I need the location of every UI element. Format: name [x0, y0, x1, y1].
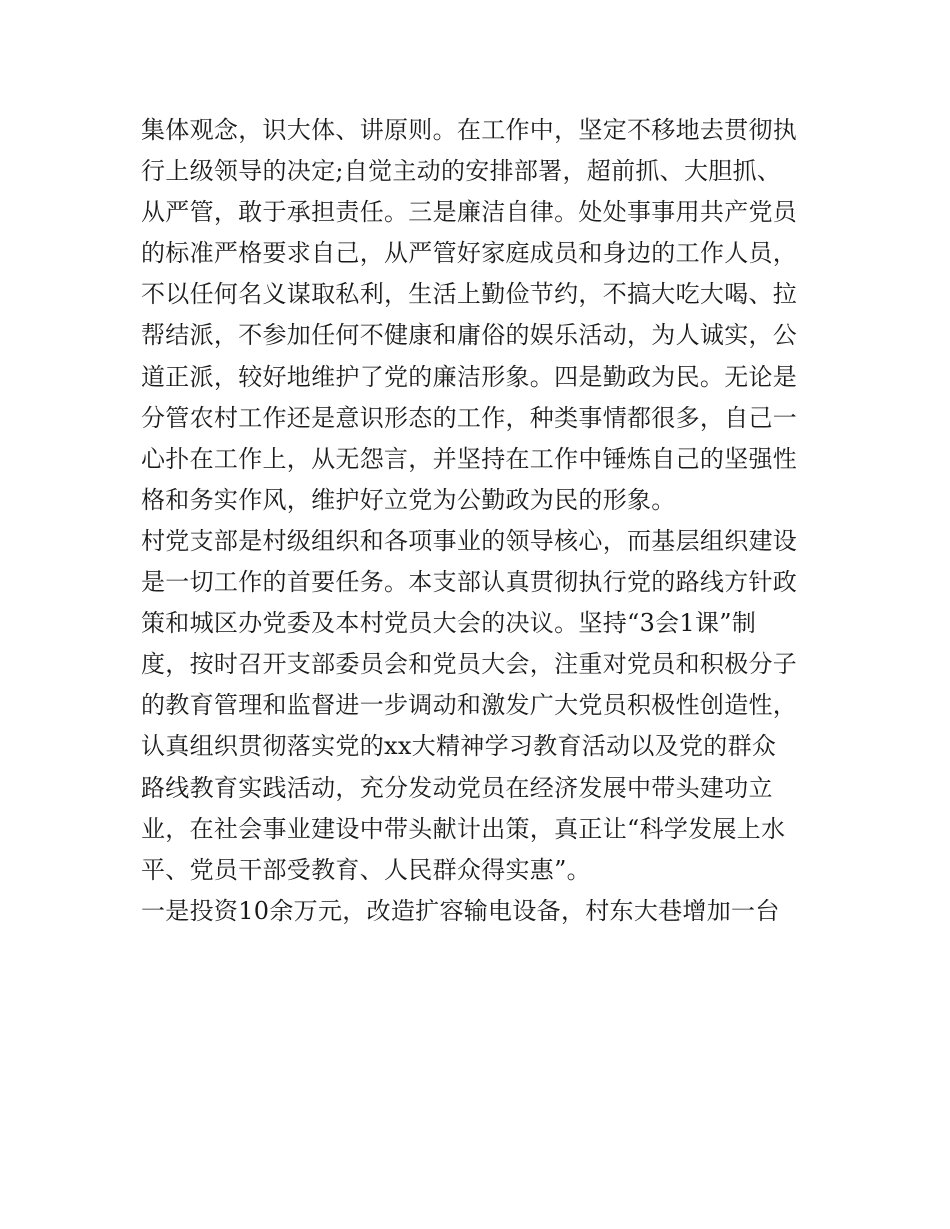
text-line: 策和城区办党委及本村党员大会的决议。坚持“3会1课”制 [141, 609, 757, 638]
text-line: 从严管，敢于承担责任。三是廉洁自律。处处事事用共产党员 [141, 198, 798, 227]
text-line: 帮结派，不参加任何不健康和庸俗的娱乐活动，为人诚实，公 [141, 321, 798, 350]
text-line: 分管农村工作还是意识形态的工作，种类事情都很多，自己一 [141, 403, 798, 432]
text-line: 道正派，较好地维护了党的廉洁形象。四是勤政为民。无论是 [141, 362, 798, 391]
text-line: 集体观念，识大体、讲原则。在工作中，坚定不移地去贯彻执 [141, 116, 798, 144]
text-line: 路线教育实践活动，充分发动党员在经济发展中带头建功立 [141, 773, 773, 802]
text-line: 的教育管理和监督进一步调动和激发广大党员积极性创造性， [141, 691, 798, 720]
text-line: 行上级领导的决定;自觉主动的安排部署，超前抓、大胆抓、 [141, 157, 782, 186]
document-body [141, 110, 821, 932]
text-line: 不以任何名义谋取私利，生活上勤俭节约，不搞大吃大喝、拉 [141, 280, 798, 309]
text-line: 度，按时召开支部委员会和党员大会，注重对党员和积极分子 [141, 650, 798, 679]
text-line: 一是投资10余万元，改造扩容输电设备，村东大巷增加一台 [141, 896, 780, 925]
text-line: 的标准严格要求自己，从严管好家庭成员和身边的工作人员， [141, 239, 798, 268]
text-line: 认真组织贯彻落实党的xx大精神学习教育活动以及党的群众 [141, 732, 777, 761]
text-line: 平、党员干部受教育、人民群众得实惠”。 [141, 855, 591, 884]
text-line: 心扑在工作上，从无怨言，并坚持在工作中锤炼自己的坚强性 [141, 444, 798, 473]
text-line: 村党支部是村级组织和各项事业的领导核心，而基层组织建设 [141, 526, 798, 555]
text-line: 格和务实作风，维护好立党为公勤政为民的形象。 [141, 485, 676, 514]
text-line: 业，在社会事业建设中带头献计出策，真正让“科学发展上水 [141, 814, 786, 843]
text-line: 是一切工作的首要任务。本支部认真贯彻执行党的路线方针政 [141, 568, 798, 597]
